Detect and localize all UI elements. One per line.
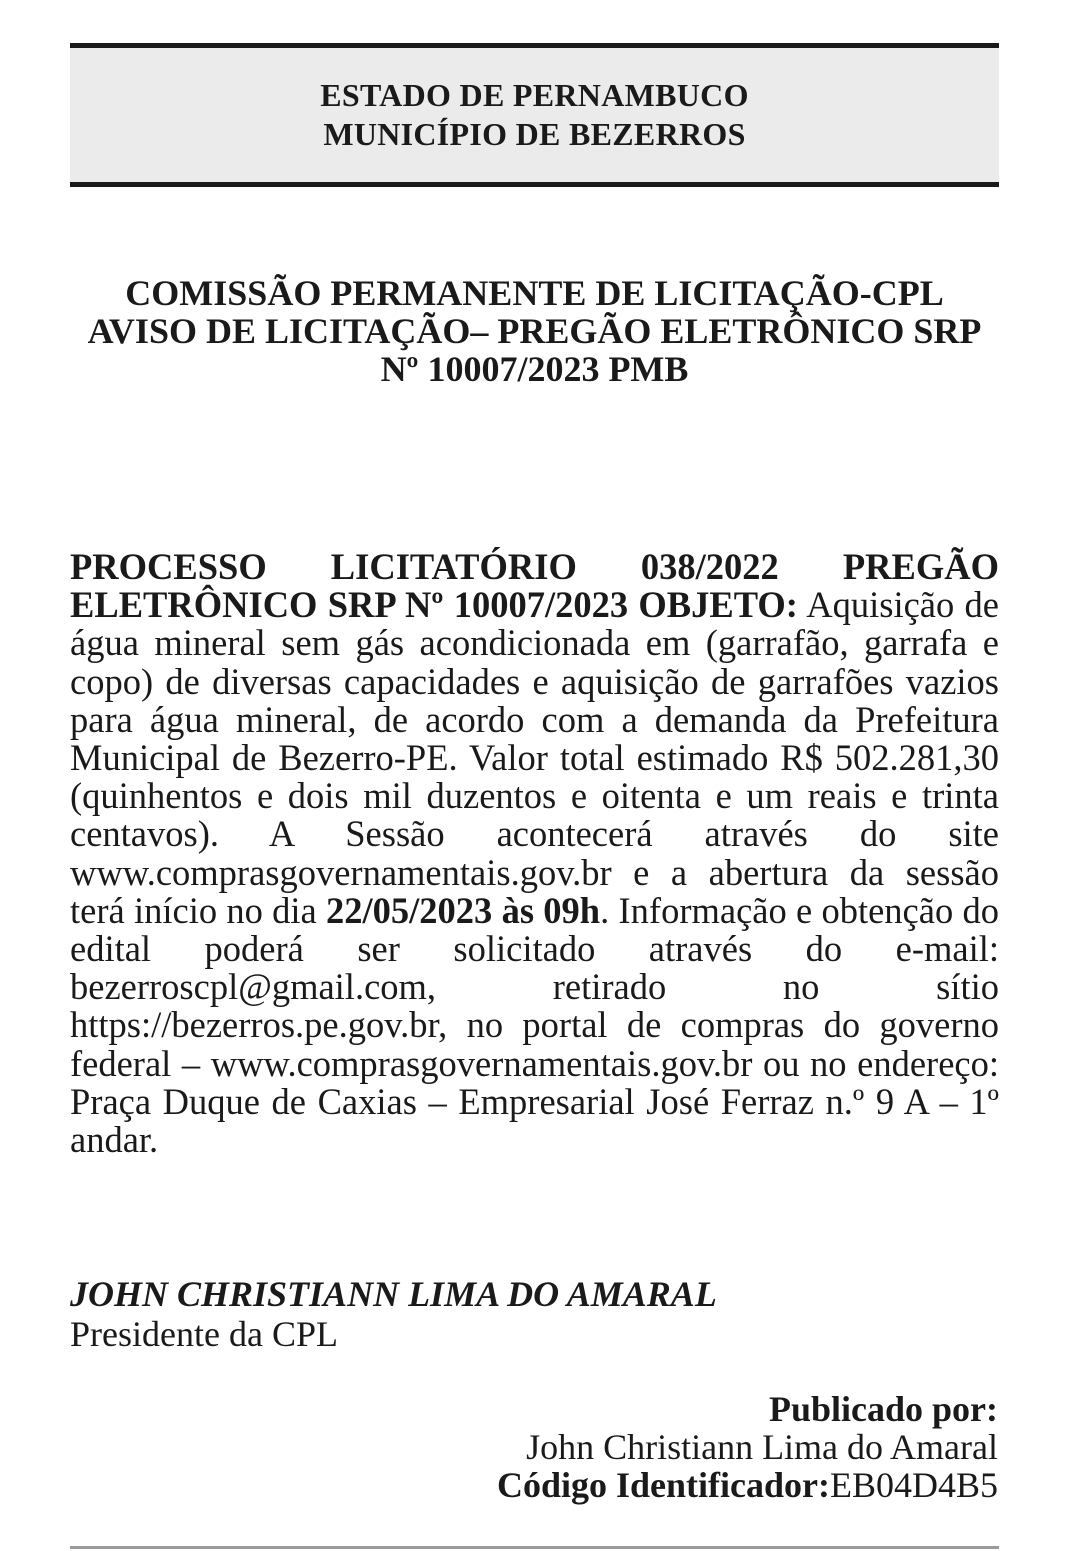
notice-title — [70, 274, 999, 388]
process-heading: PROCESSO LICITATÓRIO 038/2022 PREGÃO ELETRÔNICO SRP Nº 10007/2023 OBJETO: — [70, 546, 999, 626]
notice-text-part1: Aquisição de água mineral sem gás acondicionada em (garrafão, garrafa e copo) de diversas capacidades e aquisição de garrafões vazios para água mineral, de acordo com a demanda da Prefeitura Municipal de Bezerro-PE. Valor total estimado R$ 502.281,30 (quinhentos e dois mil duzentos e oitenta e um reais e trinta centavos). A Sessão acontecerá através do site www.comprasgovernamentais.gov.br e a abertura da sessão terá início no dia — [70, 584, 1000, 931]
published-by-label: Publicado por: — [768, 1389, 998, 1429]
commission-title: COMISSÃO PERMANENTE DE LICITAÇÃO-CPL — [125, 273, 944, 313]
session-datetime: 22/05/2023 às 09h — [326, 889, 601, 931]
identifier-code: EB04D4B5 — [829, 1465, 998, 1505]
document-header — [70, 43, 999, 187]
notice-text-part2: . Informação e obtenção do edital poderá ser solicitado através do e-mail: bezerroscpl@gmail.com, retirado no sítio https://bezerros.pe.gov.br, no portal de compras do governo federal – www.comprasgovernamentais.gov.br ou no endereço: Praça Duque de Caxias – Empresarial José Ferraz n.º 9 A – 1º andar. — [70, 889, 999, 1161]
publication-info — [497, 1390, 998, 1504]
publisher-name: John Christiann Lima do Amaral — [526, 1427, 998, 1467]
notice-type-title: AVISO DE LICITAÇÃO– PREGÃO ELETRÔNICO SRP — [87, 311, 982, 351]
state-name: ESTADO DE PERNAMBUCO — [320, 77, 749, 113]
signatory-role: Presidente da CPL — [70, 1314, 338, 1354]
signatory-name: JOHN CHRISTIANN LIMA DO AMARAL — [70, 1274, 717, 1314]
identifier-line — [497, 1466, 998, 1504]
bottom-divider — [70, 1546, 999, 1549]
municipality-name: MUNICÍPIO DE BEZERROS — [323, 116, 746, 152]
notice-body — [70, 548, 999, 1159]
identifier-label: Código Identificador: — [496, 1465, 830, 1505]
notice-number-title: Nº 10007/2023 PMB — [380, 349, 689, 389]
